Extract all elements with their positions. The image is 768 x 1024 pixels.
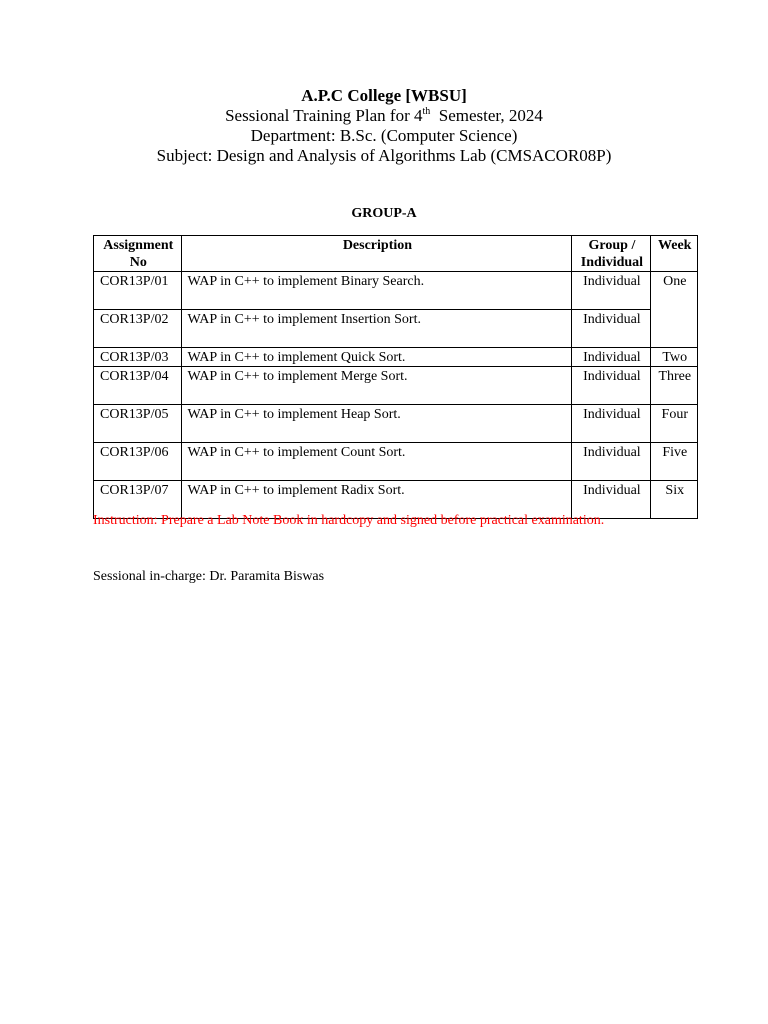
sessional-incharge: Sessional in-charge: Dr. Paramita Biswas [93, 569, 325, 584]
plan-title-suffix: Semester, 2024 [430, 106, 543, 125]
cell-assignment-no: COR13P/04 [94, 367, 182, 405]
instruction-note: Instruction: Prepare a Lab Note Book in hardcopy and signed before practical examination. [93, 513, 605, 528]
cell-week: Six [650, 481, 697, 519]
table-row [94, 443, 698, 481]
cell-group-individual: Individual [572, 481, 650, 519]
cell-week: Four [650, 405, 697, 443]
cell-description: WAP in C++ to implement Merge Sort. [181, 367, 572, 405]
department-line: Department: B.Sc. (Computer Science) [250, 126, 518, 145]
table-row [94, 405, 698, 443]
cell-description: WAP in C++ to implement Heap Sort. [181, 405, 572, 443]
cell-week: Five [650, 443, 697, 481]
table-row [94, 272, 698, 310]
assignment-table [93, 235, 698, 519]
plan-title-superscript: th [422, 106, 431, 117]
cell-week: One [650, 272, 697, 348]
header-group-individual: Group / Individual [572, 236, 650, 272]
cell-assignment-no: COR13P/02 [94, 310, 182, 348]
cell-description: WAP in C++ to implement Binary Search. [181, 272, 572, 310]
document-header [0, 86, 768, 166]
table-row [94, 310, 698, 348]
cell-week: Two [650, 348, 697, 367]
cell-description: WAP in C++ to implement Radix Sort. [181, 481, 572, 519]
cell-description: WAP in C++ to implement Quick Sort. [181, 348, 572, 367]
cell-group-individual: Individual [572, 367, 650, 405]
cell-group-individual: Individual [572, 348, 650, 367]
cell-week: Three [650, 367, 697, 405]
cell-group-individual: Individual [572, 310, 650, 348]
cell-description: WAP in C++ to implement Count Sort. [181, 443, 572, 481]
cell-assignment-no: COR13P/03 [94, 348, 182, 367]
cell-group-individual: Individual [572, 405, 650, 443]
cell-description: WAP in C++ to implement Insertion Sort. [181, 310, 572, 348]
header-week: Week [650, 236, 697, 272]
cell-assignment-no: COR13P/05 [94, 405, 182, 443]
cell-group-individual: Individual [572, 443, 650, 481]
plan-title [0, 106, 768, 126]
table-row [94, 348, 698, 367]
table-header-row [94, 236, 698, 272]
subject-line: Subject: Design and Analysis of Algorithms Lab (CMSACOR08P) [156, 146, 612, 165]
plan-title-prefix: Sessional Training Plan for 4 [225, 106, 423, 125]
table-row [94, 367, 698, 405]
header-description: Description [181, 236, 572, 272]
cell-assignment-no: COR13P/07 [94, 481, 182, 519]
cell-assignment-no: COR13P/06 [94, 443, 182, 481]
header-assignment-no: Assignment No [94, 236, 182, 272]
cell-group-individual: Individual [572, 272, 650, 310]
cell-assignment-no: COR13P/01 [94, 272, 182, 310]
group-title: GROUP-A [351, 206, 417, 221]
college-name: A.P.C College [WBSU] [301, 86, 467, 105]
